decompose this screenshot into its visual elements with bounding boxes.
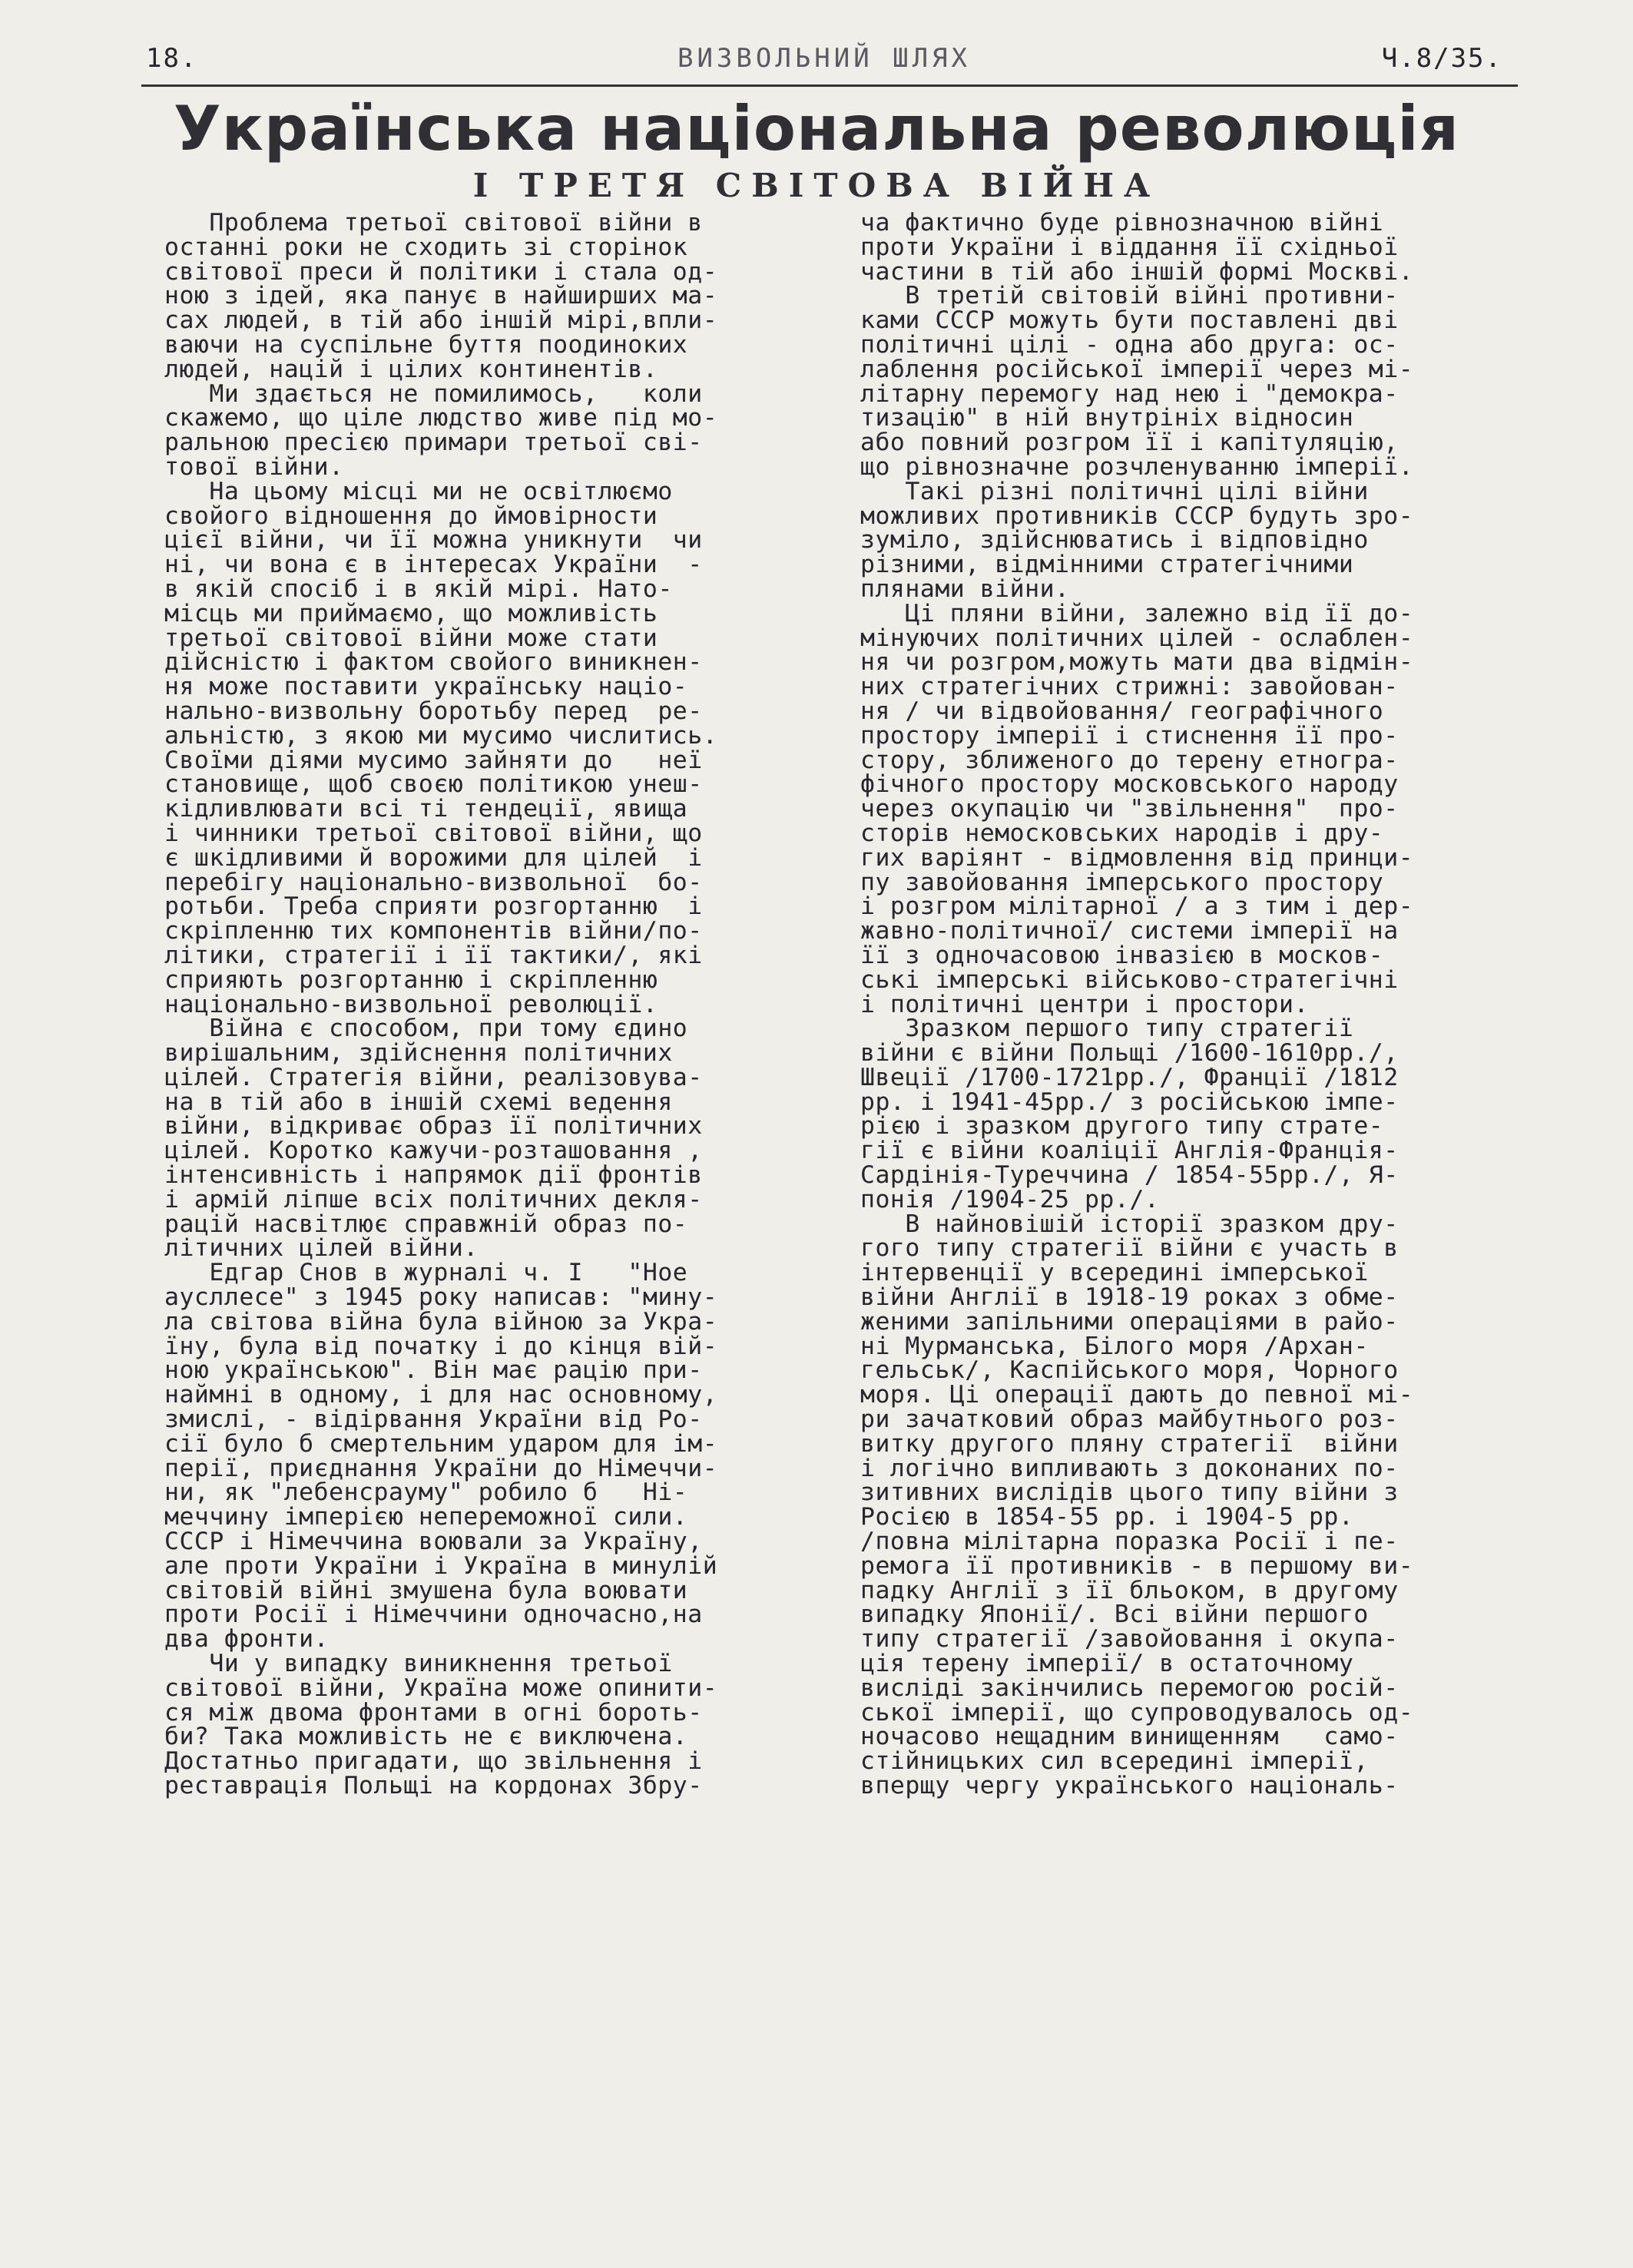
text-line: Едгар Снов в журналі ч. І "Ное (164, 1259, 688, 1287)
text-line: і армій ліпше всіх політичних декля- (164, 1185, 703, 1213)
text-line: Достатньо пригадати, що звільнення і (164, 1747, 703, 1776)
text-line: становище, щоб своєю політикою унеш- (164, 770, 703, 799)
left-column (164, 211, 839, 1799)
text-line: ся між двома фронтами в огні бороть- (164, 1698, 703, 1727)
text-line: можливих противників СССР будуть зро- (860, 502, 1414, 530)
text-line: світової війни, Україна може опинити- (164, 1674, 718, 1702)
text-line: сії було б смертельним ударом для ім- (164, 1429, 718, 1458)
text-line: проти України і віддання її східньої (860, 233, 1399, 261)
text-line: Ми здається не помилимось, коли (164, 379, 703, 408)
text-line: рією і зразком другого типу страте- (860, 1112, 1384, 1141)
text-line: ня / чи відвойовання/ географічного (860, 697, 1384, 725)
text-line: цілей. Стратегія війни, реалізовува- (164, 1063, 703, 1091)
text-line: ною з ідей, яка панує в найширших ма- (164, 282, 718, 310)
text-line: проти Росії і Німеччини одночасно,на (164, 1601, 703, 1629)
text-line: Ці пляни війни, залежно від її до- (860, 599, 1414, 627)
text-line: ни, як "лебенсрауму" робило б Ні- (164, 1478, 688, 1507)
text-line: і чинники третьої світової війни, що (164, 819, 703, 847)
text-line: останні роки не сходить зі сторінок (164, 233, 688, 261)
text-line: цієї війни, чи її можна уникнути чи (164, 526, 703, 555)
text-line: СССР і Німеччина воювали за Україну, (164, 1528, 703, 1556)
text-line: гельськ/, Каспійського моря, Чорного (860, 1356, 1399, 1385)
text-line: стору, зближеного до терену етногра- (860, 746, 1399, 774)
text-line: сторів немосковських народів і дру- (860, 819, 1384, 847)
text-line: ри зачатковий образ майбутнього роз- (860, 1405, 1399, 1434)
text-line: Проблема третьої світової війни в (164, 209, 703, 237)
text-line: аусллесе" з 1945 року написав: "мину- (164, 1283, 718, 1312)
text-line: різними, відмінними стратегічними (860, 551, 1354, 579)
text-line: перії, приєднання України до Німеччи- (164, 1454, 718, 1482)
text-line: зуміло, здійснюватись і відповідно (860, 526, 1369, 555)
text-line: змислі, - відірвання України від Ро- (164, 1405, 703, 1434)
text-line: гії є війни коаліції Англія-Франція- (860, 1137, 1399, 1165)
text-line: вирішальним, здійснення політичних (164, 1039, 673, 1068)
text-line: ками СССР можуть бути поставлені дві (860, 306, 1399, 335)
text-line: фічного простору московського народу (860, 770, 1399, 799)
text-line: Своїми діями мусимо зайняти до неї (164, 746, 703, 774)
text-line: падку Англії з її бльоком, в другому (860, 1576, 1399, 1604)
text-line: ня може поставити українську націо- (164, 673, 688, 701)
text-line: скріпленню тих компонентів війни/по- (164, 917, 703, 945)
text-line: В третій світовій війні противни- (860, 282, 1399, 310)
text-line: ні, чи вона є в інтересах України - (164, 551, 703, 579)
text-line: пу завойовання імперського простору (860, 868, 1384, 896)
text-line: ня чи розгром,можуть мати два відмін- (860, 648, 1414, 677)
text-line: ною українською". Він має рацію при- (164, 1356, 703, 1385)
text-line: літарну перемогу над нею і "демокра- (860, 379, 1399, 408)
text-line: третьої світової війни може стати (164, 624, 658, 652)
text-line: кідливлювати всі ті тендеції, явища (164, 795, 688, 823)
text-line: наймні в одному, і для нас основному, (164, 1381, 718, 1409)
text-line: сах людей, в тій або іншій мірі,впли- (164, 306, 718, 335)
text-line: женими запільними операціями в райо- (860, 1307, 1399, 1336)
text-line: стійницьких сил всередині імперії, (860, 1747, 1369, 1776)
text-line: і логічно випливають з доконаних по- (860, 1454, 1399, 1482)
page-number: 18. (146, 43, 198, 74)
text-line: сприяють розгортанню і скріпленню (164, 965, 658, 994)
right-column (860, 211, 1535, 1799)
text-line: лаблення російської імперії через мі- (860, 355, 1414, 383)
text-line: би? Така можливість не є виключена. (164, 1723, 688, 1751)
text-line: політичні цілі - одна або друга: ос- (860, 330, 1399, 359)
text-line: Такі різні політичні цілі війни (860, 477, 1369, 505)
text-line: них стратегічних стрижні: завойован- (860, 673, 1399, 701)
text-line: літичних цілей війни. (164, 1234, 479, 1263)
text-line: ція терену імперії/ в остаточному (860, 1650, 1354, 1678)
text-line: Сардінія-Туреччина / 1854-55рр./, Я- (860, 1161, 1399, 1190)
text-line: зитивних вислідів цього типу війни з (860, 1478, 1399, 1507)
issue-number: Ч.8/35. (1381, 43, 1502, 74)
text-line: місць ми приймаємо, що можливість (164, 599, 658, 627)
header-rule (141, 84, 1518, 87)
text-line: тизацію" в ній внутрініх відносин (860, 404, 1354, 432)
text-line: типу стратегії /завойовання і окупа- (860, 1625, 1399, 1654)
text-line: війни, відкриває образ її політичних (164, 1112, 703, 1141)
text-line: літики, стратегії і її тактики/, які (164, 941, 703, 969)
text-line: перебігу національно-визвольної бо- (164, 868, 703, 896)
text-line: і політичні центри і простори. (860, 990, 1309, 1018)
text-line: ночасово нещадним винищенням само- (860, 1723, 1399, 1751)
text-line: ротьби. Треба сприяти розгортанню і (164, 892, 703, 921)
text-line: Зразком першого типу стратегії (860, 1015, 1354, 1043)
text-line: плянами війни. (860, 574, 1070, 603)
text-line: що рівнозначне розчленуванню імперії. (860, 452, 1414, 481)
text-line: інтервенції у всередині імперської (860, 1259, 1369, 1287)
text-line: війни Англії в 1918-19 роках з обме- (860, 1283, 1399, 1312)
text-line: /повна мілітарна поразка Росії і пе- (860, 1528, 1399, 1556)
text-line: світовій війні змушена була воювати (164, 1576, 688, 1604)
text-line: меччину імперією непереможної сили. (164, 1503, 688, 1531)
text-line: є шкідливими й ворожими для цілей і (164, 843, 703, 872)
text-line: світової преси й політики і стала од- (164, 257, 718, 286)
text-line: На цьому місці ми не освітлюємо (164, 477, 673, 505)
text-line: рацій насвітлює справжній образ по- (164, 1210, 688, 1238)
text-line: дійсністю і фактом свойого виникнен- (164, 648, 703, 677)
text-line: жавно-політичної/ системи імперії на (860, 917, 1399, 945)
text-line: гих варіянт - відмовлення від принци- (860, 843, 1414, 872)
text-line: і розгром мілітарної / а з тим і дер- (860, 892, 1414, 921)
article-subtitle: І ТРЕТЯ СВІТОВА ВІЙНА (472, 167, 1161, 204)
text-line: національно-визвольної революції. (164, 990, 658, 1018)
text-line: тової війни. (164, 452, 344, 481)
text-line: понія /1904-25 рр./. (860, 1185, 1160, 1213)
text-line: інтенсивність і напрямок дії фронтів (164, 1161, 703, 1190)
text-line: на в тій або в іншій схемі ведення (164, 1088, 673, 1116)
article-title: Українська національна революція (173, 93, 1460, 164)
text-line: але проти України і Україна в минулій (164, 1551, 718, 1580)
text-line: ремога її противників - в першому ви- (860, 1551, 1414, 1580)
text-line: Чи у випадку виникнення третьої (164, 1650, 673, 1678)
text-line: через окупацію чи "звільнення" про- (860, 795, 1399, 823)
text-line: В найновішій історії зразком дру- (860, 1210, 1399, 1238)
text-line: гого типу стратегії війни є участь в (860, 1234, 1399, 1263)
text-line: ської імперії, що супроводувалось од- (860, 1698, 1414, 1727)
text-line: реставрація Польщі на кордонах Збру- (164, 1772, 703, 1800)
text-line: альністю, з якою ми мусимо числитись. (164, 721, 718, 750)
text-line: нально-визвольну боротьбу перед ре- (164, 697, 703, 725)
text-line: ські імперські військово-стратегічні (860, 965, 1399, 994)
running-head (146, 43, 1502, 77)
text-line: ні Мурманська, Білого моря /Архан- (860, 1332, 1369, 1360)
text-line: свойого відношення до ймовірности (164, 502, 658, 530)
text-line: ча фактично буде рівнозначною війні (860, 209, 1384, 237)
text-line: ваючи на суспільне буття поодиноких (164, 330, 688, 359)
text-line: витку другого пляну стратегії війни (860, 1429, 1399, 1458)
text-line: моря. Ці операції дають до певної мі- (860, 1381, 1414, 1409)
text-line: їну, була від початку і до кінця вій- (164, 1332, 718, 1360)
text-line: в якій спосіб і в якій мірі. Нато- (164, 574, 673, 603)
text-line: цілей. Коротко кажучи-розташовання , (164, 1137, 703, 1165)
text-line: Швеції /1700-1721рр./, Франції /1812 (860, 1063, 1399, 1091)
text-line: випадку Японії/. Всі війни першого (860, 1601, 1369, 1629)
text-line: ральною пресією примари третьої сві- (164, 429, 703, 457)
text-line: війни є війни Польщі /1600-1610рр./, (860, 1039, 1399, 1068)
text-line: людей, націй і цілих континентів. (164, 355, 658, 383)
text-line: скажемо, що ціле людство живе під мо- (164, 404, 718, 432)
text-line: її з одночасовою інвазією в москов- (860, 941, 1384, 969)
text-line: два фронти. (164, 1625, 330, 1654)
text-line: Війна є способом, при тому єдино (164, 1015, 688, 1043)
journal-title: ВИЗВОЛЬНИЙ ШЛЯХ (677, 43, 972, 74)
text-line: вперщу чергу українського національ- (860, 1772, 1399, 1800)
text-line: ла світова війна була війною за Укра- (164, 1307, 718, 1336)
text-line: простору імперії і стиснення її про- (860, 721, 1399, 750)
text-line: або повний розгром її і капітуляцію, (860, 429, 1399, 457)
text-line: мінуючих політичних цілей - ослаблен- (860, 624, 1414, 652)
text-line: висліді закінчились перемогою росій- (860, 1674, 1399, 1702)
text-line: рр. і 1941-45рр./ з російською імпе- (860, 1088, 1399, 1116)
text-line: частини в тій або іншій формі Москві. (860, 257, 1414, 286)
text-line: Росією в 1854-55 рр. і 1904-5 рр. (860, 1503, 1354, 1531)
